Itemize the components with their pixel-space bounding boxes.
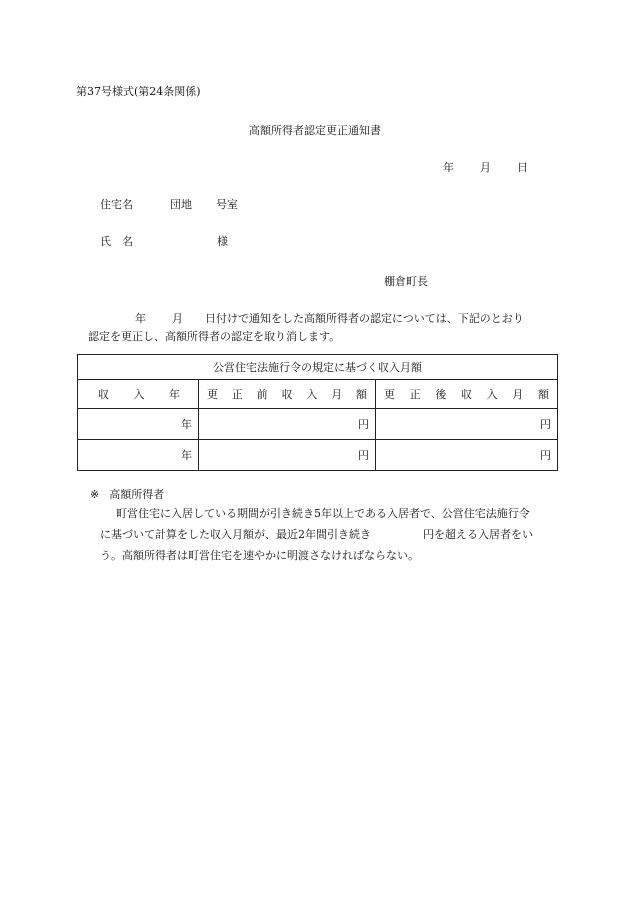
name-line — [100, 235, 228, 249]
table-header: 公営住宅法施行令の規定に基づく収入月額 — [78, 355, 558, 380]
body-year: 年 — [135, 312, 146, 325]
room-label: 号室 — [216, 198, 238, 211]
date-line — [443, 161, 528, 175]
name-sama: 様 — [217, 235, 228, 248]
note-heading — [90, 488, 164, 502]
body-month: 月 — [172, 312, 183, 325]
table-row — [78, 440, 558, 471]
row-2-before: 円 — [199, 440, 376, 471]
body-line-1-rest: 日付けで通知をした高額所得者の認定については、下記のとおり — [205, 312, 524, 325]
note-line-2: に基づいて計算をした収入月額が、最近2年間引き続き 円を超える入居者をい — [100, 528, 533, 541]
name-shi: 氏 — [100, 235, 111, 248]
body-line-2: 認定を更正し、高額所得者の認定を取り消します。 — [88, 330, 341, 343]
note-mark: ※ — [90, 488, 100, 501]
col-income-year: 収 入 年 — [78, 380, 199, 409]
income-table — [77, 354, 558, 471]
danchi-label: 団地 — [170, 198, 192, 211]
name-mei: 名 — [122, 235, 133, 248]
document-title: 高額所得者認定更正通知書 — [249, 124, 381, 137]
issuer: 棚倉町長 — [384, 275, 428, 288]
housing-label: 住宅名 — [100, 198, 133, 211]
date-month: 月 — [480, 161, 491, 174]
col-after-income: 更 正 後 収 入 月 額 — [376, 380, 558, 409]
row-2-after: 円 — [376, 440, 558, 471]
row-2-year: 年 — [78, 440, 199, 471]
date-year: 年 — [443, 161, 454, 174]
table-row — [78, 409, 558, 440]
form-number: 第37号様式(第24条関係) — [76, 85, 201, 98]
col-before-income: 更 正 前 収 入 月 額 — [199, 380, 376, 409]
date-day: 日 — [517, 161, 528, 174]
housing-line — [100, 198, 238, 212]
row-1-after: 円 — [376, 409, 558, 440]
note-title: 高額所得者 — [109, 488, 165, 501]
row-1-year: 年 — [78, 409, 199, 440]
body-line-1 — [135, 312, 524, 326]
row-1-before: 円 — [199, 409, 376, 440]
note-line-1: 町営住宅に入居している期間が引き続き5年以上である入居者で、公営住宅法施行令 — [116, 507, 530, 520]
note-line-3: う。高額所得者は町営住宅を速やかに明渡さなければならない。 — [100, 549, 419, 562]
